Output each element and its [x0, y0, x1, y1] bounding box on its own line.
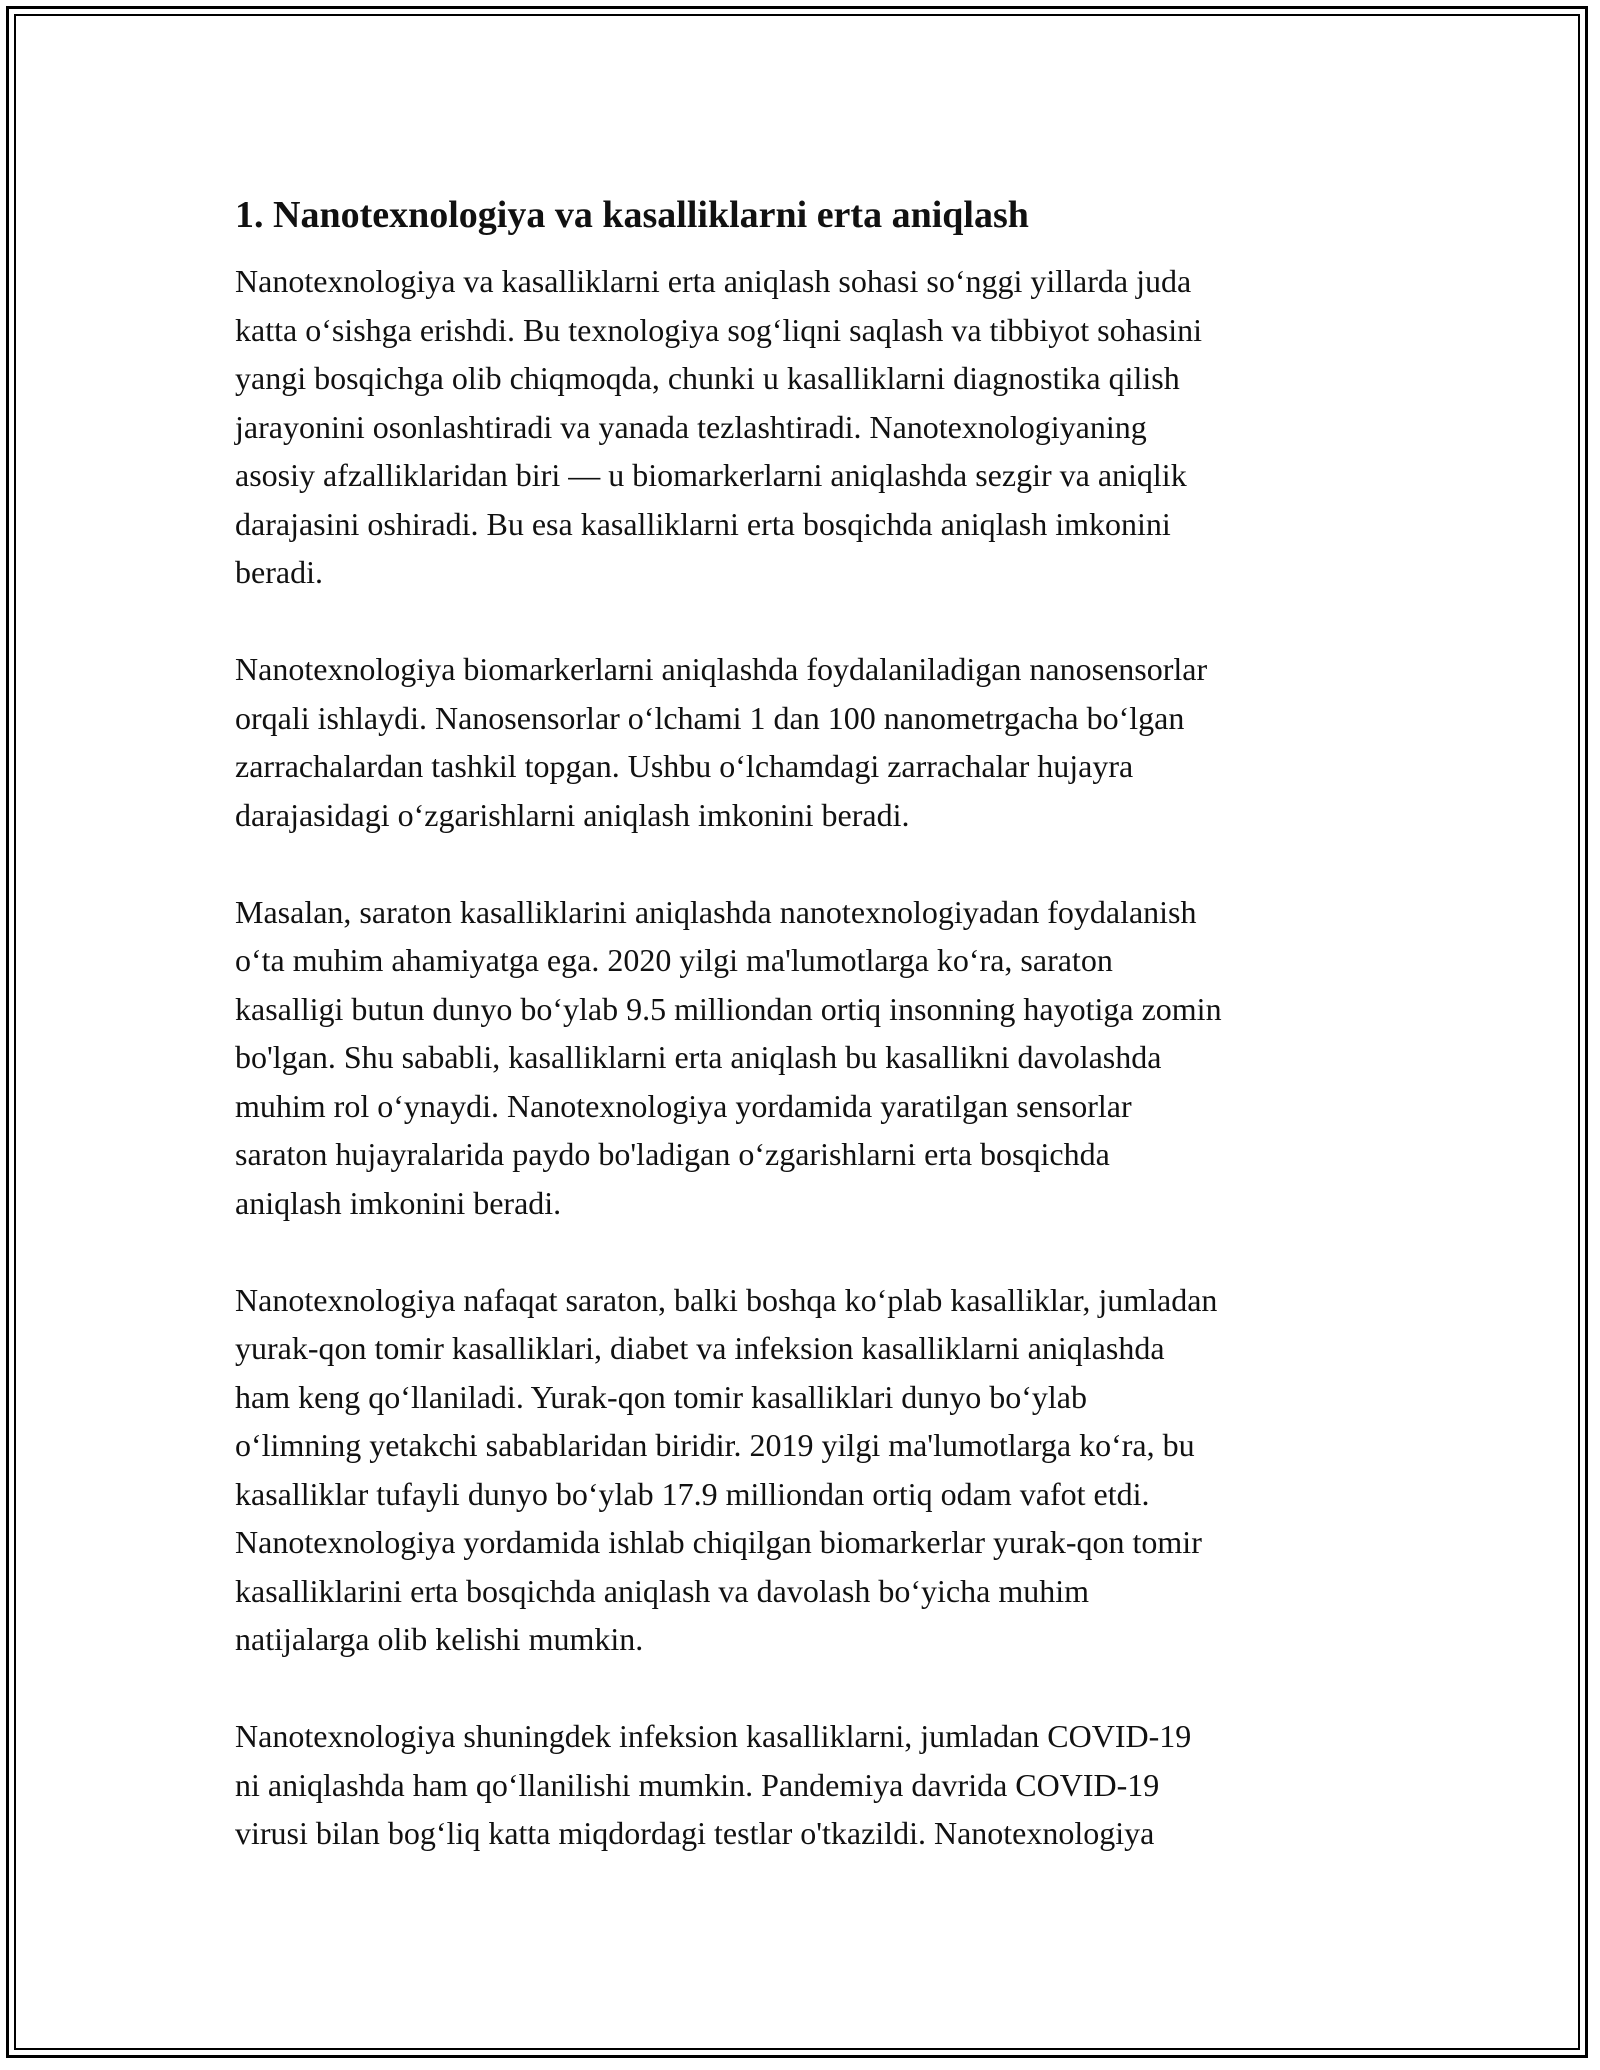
text-line: virusi bilan bog‘liq katta miqdordagi testlar o'tkazildi. Nanotexnologiya	[235, 1815, 1155, 1851]
text-line: jarayonini osonlashtiradi va yanada tezlashtiradi. Nanotexnologiyaning	[235, 408, 1147, 445]
paragraph-cardiovascular	[235, 1276, 1375, 1664]
text-line: Nanotexnologiya yordamida ishlab chiqilgan biomarkerlar yurak-qon tomir	[235, 1524, 1202, 1560]
paragraph-nanosensors	[235, 645, 1375, 839]
text-line: darajasini oshiradi. Bu esa kasalliklarni erta bosqichda aniqlash imkonini	[235, 505, 1171, 542]
text-line: Masalan, saraton kasalliklarini aniqlashda nanotexnologiyadan foydalanish	[235, 893, 1197, 930]
text-line: asosiy afzalliklaridan biri — u biomarkerlarni aniqlashda sezgir va aniqlik	[235, 457, 1187, 493]
text-line: darajasidagi o‘zgarishlarni aniqlash imkonini beradi.	[235, 796, 910, 833]
text-line: bo'lgan. Shu sababli, kasalliklarni erta aniqlash bu kasallikni davolashda	[235, 1039, 1162, 1075]
text-line: kasalliklarini erta bosqichda aniqlash va davolash bo‘yicha muhim	[235, 1572, 1089, 1609]
text-line: saraton hujayralarida paydo bo'ladigan o‘zgarishlarni erta bosqichda	[235, 1136, 1110, 1172]
text-line: orqali ishlaydi. Nanosensorlar o‘lchami 1 dan 100 nanometrgacha bo‘lgan	[235, 699, 1185, 736]
text-line: kasalliklar tufayli dunyo bo‘ylab 17.9 milliondan ortiq odam vafot etdi.	[235, 1475, 1150, 1512]
text-line: aniqlash imkonini beradi.	[235, 1184, 562, 1221]
text-line: yangi bosqichga olib chiqmoqda, chunki u kasalliklarni diagnostika qilish	[235, 360, 1180, 396]
paragraph-cancer	[235, 888, 1375, 1228]
text-line: Nanotexnologiya va kasalliklarni erta aniqlash sohasi so‘nggi yillarda juda	[235, 263, 1192, 299]
text-line: muhim rol o‘ynaydi. Nanotexnologiya yordamida yaratilgan sensorlar	[235, 1087, 1132, 1124]
text-line: Nanotexnologiya nafaqat saraton, balki boshqa ko‘plab kasalliklar, jumladan	[235, 1281, 1218, 1318]
paragraph-infectious	[235, 1712, 1375, 1858]
text-line: Nanotexnologiya biomarkerlarni aniqlashda foydalaniladigan nanosensorlar	[235, 651, 1208, 687]
section-heading: 1. Nanotexnologiya va kasalliklarni erta aniqlash	[235, 194, 1029, 236]
text-line: o‘limning yetakchi sabablaridan biridir. 2019 yilgi ma'lumotlarga ko‘ra, bu	[235, 1427, 1195, 1463]
text-line: o‘ta muhim ahamiyatga ega. 2020 yilgi ma'lumotlarga ko‘ra, saraton	[235, 942, 1113, 978]
text-line: katta o‘sishga erishdi. Bu texnologiya sog‘liqni saqlash va tibbiyot sohasini	[235, 311, 1202, 348]
text-line: zarrachalardan tashkil topgan. Ushbu o‘lchamdagi zarrachalar hujayra	[235, 748, 1134, 784]
text-line: beradi.	[235, 554, 323, 590]
text-line: ni aniqlashda ham qo‘llanilishi mumkin. Pandemiya davrida COVID-19	[235, 1766, 1160, 1803]
text-line: ham keng qo‘llaniladi. Yurak-qon tomir kasalliklari dunyo bo‘ylab	[235, 1378, 1087, 1415]
paragraph-intro	[235, 257, 1375, 597]
text-line: yurak-qon tomir kasalliklari, diabet va infeksion kasalliklarni aniqlashda	[235, 1330, 1165, 1366]
text-line: kasalligi butun dunyo bo‘ylab 9.5 milliondan ortiq insonning hayotiga zomin	[235, 990, 1222, 1027]
document-body	[235, 183, 1375, 1906]
text-line: Nanotexnologiya shuningdek infeksion kasalliklarni, jumladan COVID-19	[235, 1718, 1192, 1754]
text-line: natijalarga olib kelishi mumkin.	[235, 1621, 644, 1657]
